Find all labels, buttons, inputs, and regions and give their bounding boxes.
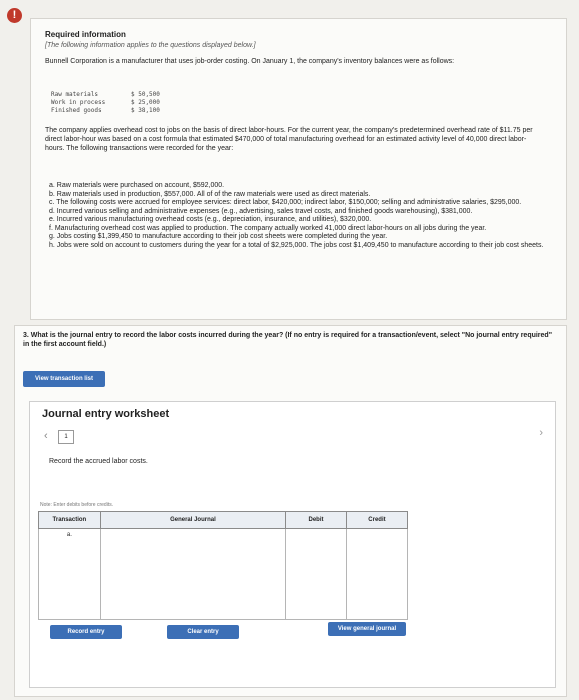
col-header-debit: Debit [286, 512, 347, 529]
alert-exclamation-icon: ! [7, 8, 22, 23]
question-panel [14, 325, 567, 697]
chevron-left-icon[interactable]: ‹ [44, 430, 48, 442]
credit-cell[interactable] [346, 529, 407, 620]
worksheet-page-number[interactable]: 1 [58, 430, 74, 444]
list-item: f. Manufacturing overhead cost was applied to production. The company actually worked 41,000 direct labor-hours on all jobs during the year. [49, 224, 487, 232]
inventory-balances [51, 91, 160, 115]
inventory-row [51, 99, 160, 107]
journal-table [38, 511, 408, 620]
inventory-value: $ 50,500 [131, 91, 160, 98]
table-header-row [39, 512, 408, 529]
worksheet-prompt: Record the accrued labor costs. [49, 458, 148, 465]
col-header-general-journal: General Journal [100, 512, 285, 529]
inventory-value: $ 38,100 [131, 107, 160, 114]
worksheet-title: Journal entry worksheet [42, 408, 170, 420]
clear-entry-button[interactable]: Clear entry [167, 625, 239, 639]
list-item: g. Jobs costing $1,399,450 to manufacture according to their job cost sheets were completed during the year. [49, 233, 388, 240]
list-item: c. The following costs were accrued for employee services: direct labor, $420,000; indirect labor, $150,000; selling and administrative salaries, $295,000. [49, 199, 522, 206]
debit-cell[interactable] [286, 529, 347, 620]
transaction-cell: a. [39, 529, 101, 620]
inventory-row [51, 107, 160, 115]
question-text: 3. What is the journal entry to record the labor costs incurred during the year? (If no entry is required for a transaction/event, select "No journal entry required" in the first account field.) [23, 332, 553, 348]
chevron-right-icon[interactable]: › [539, 427, 543, 439]
worksheet-note: Note: Enter debits before credits. [40, 502, 114, 508]
view-general-journal-button[interactable]: View general journal [328, 622, 406, 636]
inventory-label: Raw materials [51, 91, 98, 98]
inventory-value: $ 25,000 [131, 99, 160, 106]
list-item: d. Incurred various selling and administrative expenses (e.g., advertising, sales travel costs, and finished goods warehousing), $381,000. [49, 207, 473, 215]
view-transaction-list-button[interactable]: View transaction list [23, 371, 105, 387]
required-info-title: Required information [45, 30, 126, 39]
list-item: a. Raw materials were purchased on account, $592,000. [49, 182, 225, 189]
intro-text: Bunnell Corporation is a manufacturer that uses job-order costing. On January 1, the company's inventory balances were as follows: [45, 58, 455, 65]
inventory-row [51, 91, 160, 99]
journal-entry-worksheet [29, 401, 556, 688]
required-information-panel [30, 18, 567, 320]
inventory-label: Work in process [51, 99, 106, 106]
list-item: h. Jobs were sold on account to customers during the year for a total of $2,925,000. The jobs cost $1,409,450 to manufacture according to their job cost sheets. [49, 241, 544, 249]
col-header-transaction: Transaction [39, 512, 101, 529]
overhead-text: The company applies overhead cost to jobs on the basis of direct labor-hours. For the current year, the company's predetermined overhead rate of $11.75 per direct labor-hour was based on a cost formula that estimated $470,000 of total manufacturing overhead for an estimated activity level of 40,000 direct labor-hours. The following transactions were recorded for the year: [45, 127, 533, 152]
list-item: b. Raw materials used in production, $557,000. All of of the raw materials were used as direct materials. [49, 190, 371, 198]
col-header-credit: Credit [346, 512, 407, 529]
account-cell[interactable] [100, 529, 285, 620]
inventory-label: Finished goods [51, 107, 102, 114]
required-info-subtitle: [The following information applies to the questions displayed below.] [45, 42, 256, 49]
record-entry-button[interactable]: Record entry [50, 625, 122, 639]
table-row [39, 529, 408, 620]
list-item: e. Incurred various manufacturing overhead costs (e.g., depreciation, insurance, and utilities), $320,000. [49, 216, 372, 223]
transaction-list [45, 182, 550, 250]
